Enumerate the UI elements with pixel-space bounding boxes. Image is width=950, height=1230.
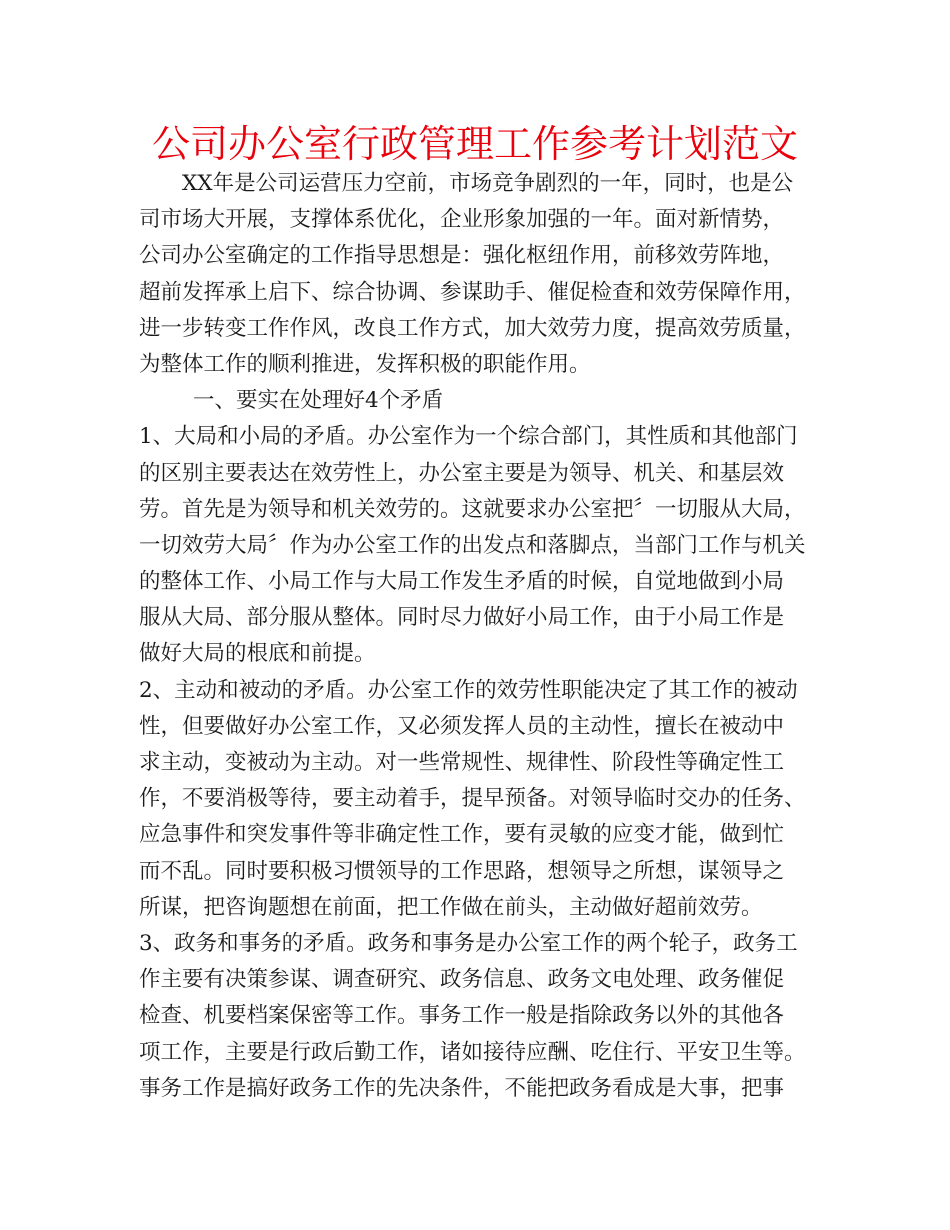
body-line: 进一步转变工作作风，改良工作方式，加大效劳力度，提高效劳质量， (139, 315, 806, 341)
body-line: 劳。首先是为领导和机关效劳的。这就要求办公室把〞一切服从大局， (139, 496, 806, 522)
body-line: 作主要有决策参谋、调查研究、政务信息、政务文电处理、政务催促 (139, 967, 785, 993)
body-line: 项工作，主要是行政后勤工作，诸如接待应酬、吃住行、平安卫生等。 (139, 1039, 806, 1065)
body-line: 事务工作是搞好政务工作的先决条件，不能把政务看成是大事，把事 (139, 1075, 785, 1101)
body-line: 求主动，变被动为主动。对一些常规性、规律性、阶段性等确定性工 (139, 750, 785, 775)
body-line: 3、政务和事务的矛盾。政务和事务是办公室工作的两个轮子，政务工 (139, 930, 798, 956)
body-line: 公司办公室确定的工作指导思想是：强化枢纽作用，前移效劳阵地， (139, 243, 785, 269)
body-line: 为整体工作的顺利推进，发挥积极的职能作用。 (139, 351, 591, 377)
body-line: 检查、机要档案保密等工作。事务工作一般是指除政务以外的其他各 (139, 1003, 785, 1029)
document-title: 公司办公室行政管理工作参考计划范文 (151, 122, 798, 166)
body-line: 司市场大开展，支撑体系优化，企业形象加强的一年。面对新情势， (139, 207, 785, 233)
body-line: 作，不要消极等待，要主动着手，提早预备。对领导临时交办的任务、 (139, 786, 806, 812)
document-body (139, 166, 829, 1107)
body-line: 1、大局和小局的矛盾。办公室作为一个综合部门，其性质和其他部门 (139, 424, 798, 450)
body-line: 一切效劳大局〞作为办公室工作的出发点和落脚点，当部门工作与机关 (139, 532, 806, 558)
body-line: 而不乱。同时要积极习惯领导的工作思路，想领导之所想，谋领导之 (139, 858, 785, 884)
body-line: 性，但要做好办公室工作，又必须发挥人员的主动性，擅长在被动中 (139, 713, 785, 739)
body-line: 服从大局、部分服从整体。同时尽力做好小局工作，由于小局工作是 (139, 605, 785, 631)
body-line: XX年是公司运营压力空前，市场竞争剧烈的一年，同时，也是公 (182, 171, 794, 196)
body-line: 2、主动和被动的矛盾。办公室工作的效劳性职能决定了其工作的被动 (139, 677, 798, 703)
body-line: 所谋，把咨询题想在前面，把工作做在前头，主动做好超前效劳。 (139, 894, 763, 920)
body-line: 的整体工作、小局工作与大局工作发生矛盾的时候，自觉地做到小局 (139, 569, 785, 595)
body-line: 超前发挥承上启下、综合协调、参谋助手、催促检查和效劳保障作用， (139, 279, 806, 305)
section-heading: 一、要实在处理好4个矛盾 (193, 388, 444, 414)
body-line: 应急事件和突发事件等非确定性工作，要有灵敏的应变才能，做到忙 (139, 822, 785, 848)
body-line: 做好大局的根底和前提。 (139, 641, 376, 667)
body-line: 的区别主要表达在效劳性上，办公室主要是为领导、机关、和基层效 (139, 460, 785, 486)
